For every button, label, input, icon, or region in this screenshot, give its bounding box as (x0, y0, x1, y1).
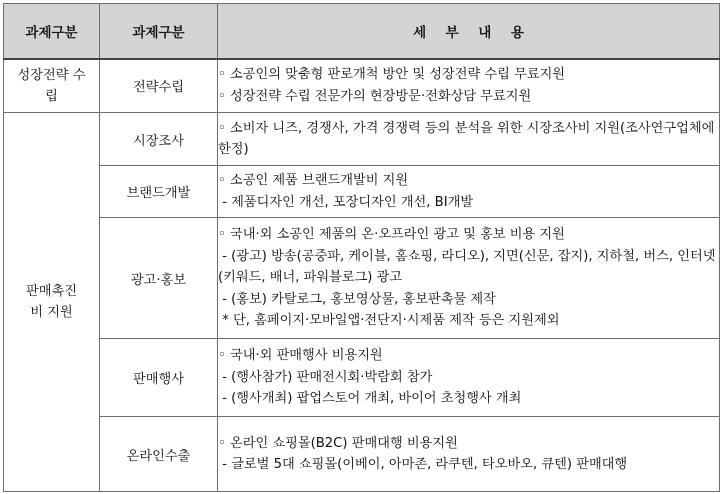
table-row-online-export (4, 417, 720, 492)
header-category: 과제구분 (4, 4, 100, 59)
detail-line: ◦ 국내·외 소공인 제품의 온·오프라인 광고 및 홍보 비용 지원 (218, 227, 565, 243)
detail-line: - (홍보) 카탈로그, 홍보영상물, 홍보판촉물 제작 (218, 291, 496, 307)
subcategory-sales-event: 판매행사 (100, 339, 218, 417)
subcategory-online-export: 온라인수출 (100, 417, 218, 492)
header-subcategory: 과제구분 (100, 4, 218, 59)
header-detail: 세 부 내 용 (218, 4, 720, 59)
table-row-strategy (4, 59, 720, 113)
detail-line: ◦ 소공인의 맞춤형 판로개척 방안 및 성장전략 수립 무료지원 (218, 67, 566, 83)
detail-market-research (218, 113, 720, 166)
detail-line: * 단, 홈페이지·모바일앱·전단지·시제품 제작 등은 지원제외 (218, 313, 560, 329)
detail-line: - (행사개최) 팝업스토어 개최, 바이어 초청행사 개최 (218, 391, 522, 407)
detail-brand-development (218, 166, 720, 218)
detail-line: - 글로벌 5대 쇼핑몰(이베이, 아마존, 라쿠텐, 타오바오, 큐텐) 판매대행 (218, 457, 628, 472)
table-row-brand-development (4, 166, 720, 218)
detail-line: ◦ 온라인 쇼핑몰(B2C) 판매대행 비용지원 (218, 435, 458, 451)
support-program-table (3, 3, 720, 492)
category-sales-promotion: 판매촉진 비 지원 (4, 113, 100, 492)
detail-line: - (행사참가) 판매전시회·박람회 참가 (218, 369, 433, 385)
subcategory-market-research: 시장조사 (100, 113, 218, 166)
detail-line: ◦ 성장전략 수립 전문가의 현장방문·전화상담 무료지원 (218, 88, 532, 104)
category-growth-strategy: 성장전략 수립 (4, 59, 100, 113)
detail-line: - 제품디자인 개선, 포장디자인 개선, BI개발 (218, 194, 474, 210)
detail-sales-event (218, 339, 720, 417)
subcategory-brand-development: 브랜드개발 (100, 166, 218, 218)
subcategory-strategy: 전략수립 (100, 59, 218, 113)
table-row-advertising (4, 218, 720, 339)
detail-strategy (218, 59, 720, 113)
detail-line: ◦ 소공인 제품 브랜드개발비 지원 (218, 173, 409, 188)
header-row (4, 4, 720, 59)
table-row-sales-event (4, 339, 720, 417)
subcategory-advertising: 광고·홍보 (100, 218, 218, 339)
detail-advertising (218, 218, 720, 339)
detail-line: ◦ 국내·외 판매행사 비용지원 (218, 348, 383, 364)
table-row-market-research (4, 113, 720, 166)
detail-line: ◦ 소비자 니즈, 경쟁사, 가격 경쟁력 등의 분석을 위한 시장조사비 지원(조사연구업체에 한정) (218, 120, 715, 157)
detail-online-export (218, 417, 720, 492)
detail-line: - (광고) 방송(공중파, 케이블, 홈쇼핑, 라디오), 지면(신문, 잡지), 지하철, 버스, 인터넷(키워드, 배너, 파워블로그) 광고 (218, 248, 716, 286)
